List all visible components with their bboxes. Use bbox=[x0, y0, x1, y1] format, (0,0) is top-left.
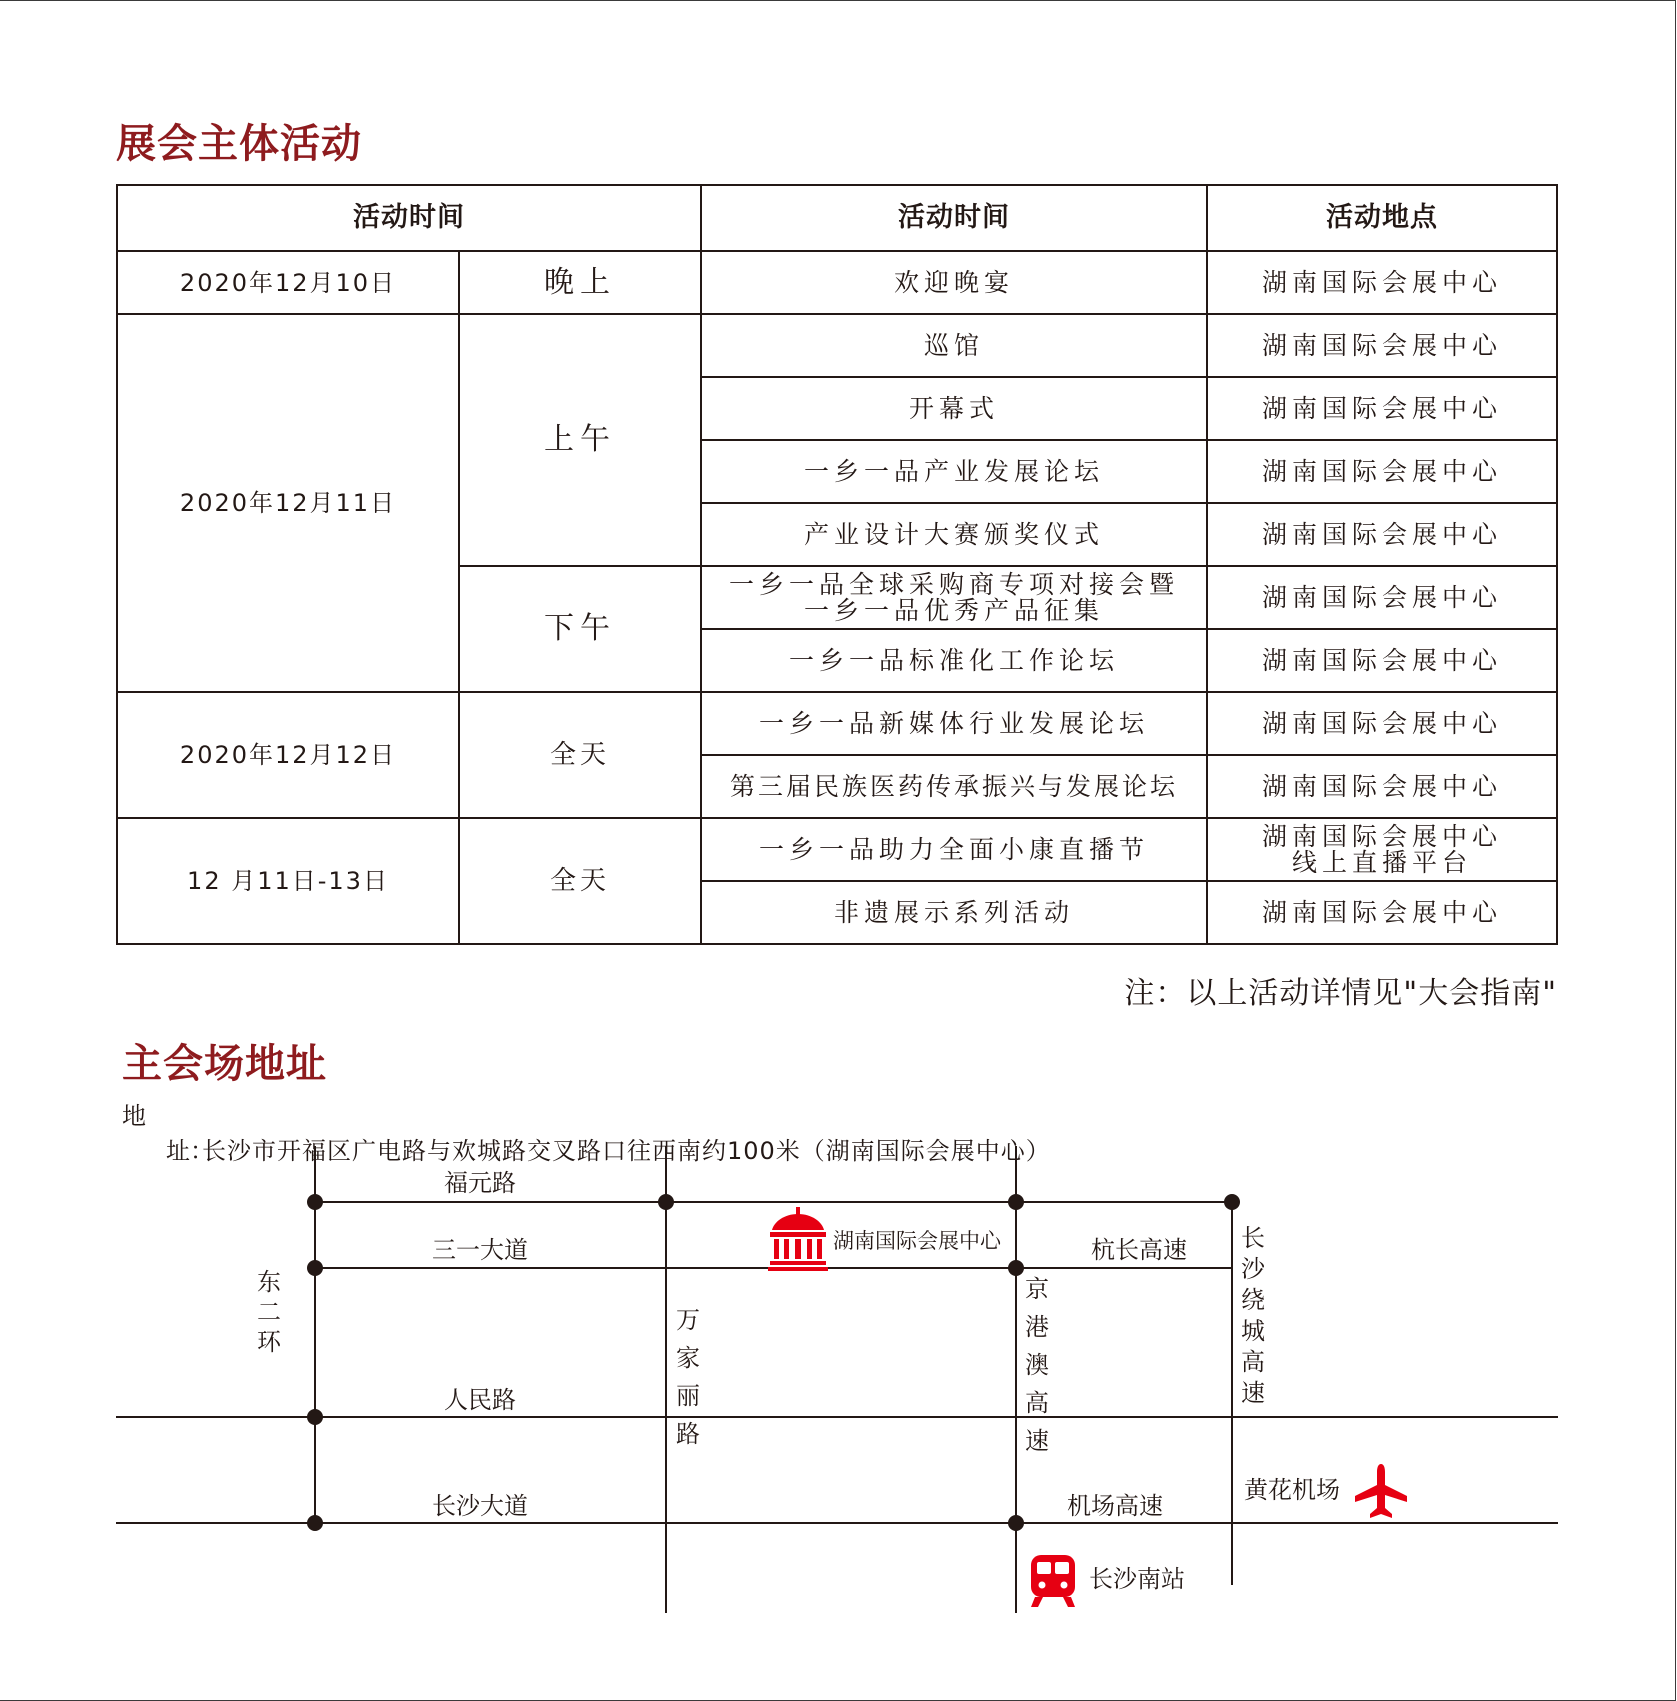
road-label-char: 京 bbox=[1025, 1275, 1049, 1303]
road-label-char: 沙 bbox=[1241, 1255, 1265, 1283]
road-label-renmin: 人民路 bbox=[444, 1386, 516, 1414]
activity-cell: 一乡一品助力全面小康直播节 bbox=[701, 818, 1207, 881]
road-label-char: 二 bbox=[257, 1298, 281, 1326]
road-label-jinggang-ao bbox=[1025, 1275, 1049, 1455]
location-cell: 湖南国际会展中心 bbox=[1207, 440, 1557, 503]
road-label-sanyi: 三一大道 bbox=[432, 1236, 528, 1264]
activity-line: 一乡一品全球采购商专项对接会暨 bbox=[728, 569, 1179, 599]
activity-cell: 一乡一品标准化工作论坛 bbox=[701, 629, 1207, 692]
airplane-icon bbox=[1355, 1464, 1407, 1518]
date-cell: 2020年12月12日 bbox=[117, 692, 459, 818]
road-label-char: 丽 bbox=[676, 1382, 700, 1410]
location-cell: 湖南国际会展中心 bbox=[1207, 503, 1557, 566]
intersection-node bbox=[307, 1260, 323, 1276]
intersection-node bbox=[1008, 1260, 1024, 1276]
location-cell bbox=[1207, 818, 1557, 881]
road-label-hangchang: 杭长高速 bbox=[1091, 1236, 1187, 1264]
period-cell: 全天 bbox=[459, 818, 701, 944]
station-label: 长沙南站 bbox=[1089, 1565, 1185, 1593]
road-label-fuyuan: 福元路 bbox=[444, 1169, 516, 1197]
road-label-changsha-ave: 长沙大道 bbox=[432, 1492, 528, 1520]
activity-cell: 巡馆 bbox=[701, 314, 1207, 377]
activity-cell: 第三届民族医药传承振兴与发展论坛 bbox=[701, 755, 1207, 818]
schedule-table bbox=[116, 184, 1558, 945]
note-text: 注：以上活动详情见"大会指南" bbox=[1124, 976, 1557, 1011]
location-map bbox=[0, 1140, 1677, 1640]
activity-line: 一乡一品优秀产品征集 bbox=[803, 595, 1104, 625]
header-activity: 活动时间 bbox=[701, 185, 1207, 251]
road-label-ring-exp bbox=[1241, 1224, 1266, 1407]
activity-cell: 产业设计大赛颁奖仪式 bbox=[701, 503, 1207, 566]
road-label-char: 高 bbox=[1241, 1348, 1265, 1376]
intersection-node bbox=[307, 1409, 323, 1425]
road-label-char: 澳 bbox=[1025, 1351, 1049, 1379]
intersection-node bbox=[1224, 1194, 1240, 1210]
period-cell: 下午 bbox=[459, 566, 701, 692]
activity-cell: 非遗展示系列活动 bbox=[701, 881, 1207, 944]
road-label-char: 环 bbox=[257, 1328, 281, 1356]
address-label-char: 地 bbox=[122, 1102, 146, 1130]
venue-label: 湖南国际会展中心 bbox=[833, 1229, 1001, 1253]
intersection-node bbox=[1008, 1515, 1024, 1531]
activity-cell: 一乡一品产业发展论坛 bbox=[701, 440, 1207, 503]
road-label-dong-er-huan bbox=[257, 1268, 282, 1356]
table-row bbox=[117, 251, 1557, 314]
intersection-node bbox=[307, 1194, 323, 1210]
table-row bbox=[117, 692, 1557, 755]
period-cell: 上午 bbox=[459, 314, 701, 566]
intersection-node bbox=[1008, 1194, 1024, 1210]
airport-label: 黄花机场 bbox=[1244, 1476, 1340, 1504]
date-cell: 12 月11日-13日 bbox=[117, 818, 459, 944]
train-icon bbox=[1031, 1555, 1075, 1607]
period-cell: 全天 bbox=[459, 692, 701, 818]
date-cell: 2020年12月10日 bbox=[117, 251, 459, 314]
location-line: 线上直播平台 bbox=[1291, 847, 1472, 877]
activity-cell bbox=[701, 566, 1207, 629]
activity-cell: 开幕式 bbox=[701, 377, 1207, 440]
location-line: 湖南国际会展中心 bbox=[1261, 821, 1502, 851]
location-cell: 湖南国际会展中心 bbox=[1207, 755, 1557, 818]
location-cell: 湖南国际会展中心 bbox=[1207, 566, 1557, 629]
activity-cell: 欢迎晚宴 bbox=[701, 251, 1207, 314]
period-cell: 晚上 bbox=[459, 251, 701, 314]
road-label-char: 城 bbox=[1241, 1317, 1265, 1345]
location-cell: 湖南国际会展中心 bbox=[1207, 629, 1557, 692]
road-label-char: 万 bbox=[676, 1306, 700, 1334]
building-icon bbox=[768, 1207, 828, 1271]
table-row bbox=[117, 818, 1557, 881]
road-label-char: 家 bbox=[676, 1344, 700, 1372]
location-cell: 湖南国际会展中心 bbox=[1207, 314, 1557, 377]
table-header-row bbox=[117, 185, 1557, 251]
date-cell: 2020年12月11日 bbox=[117, 314, 459, 692]
intersection-node bbox=[658, 1194, 674, 1210]
road-label-char: 路 bbox=[676, 1420, 700, 1448]
road-label-char: 港 bbox=[1025, 1313, 1049, 1341]
table-row bbox=[117, 314, 1557, 377]
section-title-address: 主会场地址 bbox=[122, 1041, 327, 1087]
road-label-char: 绕 bbox=[1241, 1286, 1265, 1314]
road-label-wanjiali bbox=[676, 1306, 700, 1448]
address-label-char: 址： bbox=[166, 1137, 214, 1165]
road-label-airport-exp: 机场高速 bbox=[1067, 1492, 1163, 1520]
road-label-char: 速 bbox=[1025, 1427, 1049, 1455]
header-location: 活动地点 bbox=[1207, 185, 1557, 251]
header-time: 活动时间 bbox=[117, 185, 701, 251]
address-value: 长沙市开福区广电路与欢城路交叉路口往西南约100米（湖南国际会展中心） bbox=[202, 1137, 1051, 1165]
location-cell: 湖南国际会展中心 bbox=[1207, 692, 1557, 755]
location-cell: 湖南国际会展中心 bbox=[1207, 377, 1557, 440]
location-cell: 湖南国际会展中心 bbox=[1207, 881, 1557, 944]
road-label-char: 高 bbox=[1025, 1389, 1049, 1417]
intersection-node bbox=[307, 1515, 323, 1531]
road-label-char: 长 bbox=[1241, 1224, 1265, 1252]
activity-cell: 一乡一品新媒体行业发展论坛 bbox=[701, 692, 1207, 755]
road-label-char: 东 bbox=[257, 1268, 281, 1296]
section-title-activities: 展会主体活动 bbox=[116, 121, 362, 167]
location-cell: 湖南国际会展中心 bbox=[1207, 251, 1557, 314]
road-label-char: 速 bbox=[1241, 1379, 1265, 1407]
